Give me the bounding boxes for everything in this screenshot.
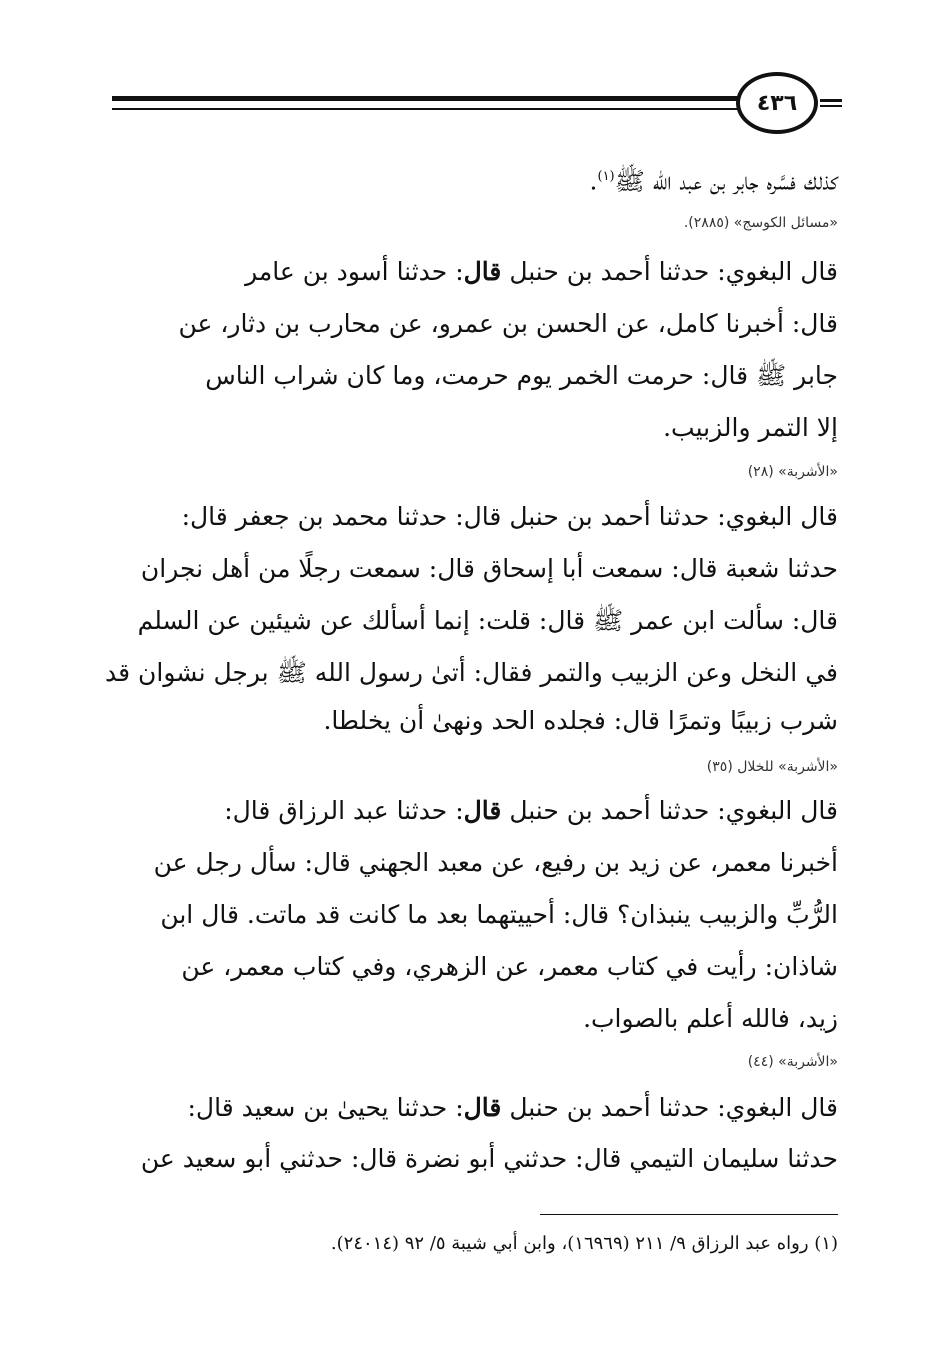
source-citation-3: «الأشربة» للخلال (٣٥) xyxy=(706,759,838,775)
para1-line4: إلا التمر والزبيب. xyxy=(663,413,838,442)
para3-line5: زيد، فالله أعلم بالصواب. xyxy=(583,1004,838,1033)
para1-line3: جابر ﷺ قال: حرمت الخمر يوم حرمت، وما كان شراب الناس xyxy=(205,361,838,390)
para1-line2: قال: أخبرنا كامل، عن الحسن بن عمرو، عن محارب بن دثار، عن xyxy=(178,309,838,338)
source-citation-4: «الأشربة» (٤٤) xyxy=(747,1054,838,1070)
header-rule-end xyxy=(820,99,842,107)
para3-line3: الرُّبِّ والزبيب ينبذان؟ قال: أحييتهما بعد ما كانت قد ماتت. قال ابن xyxy=(160,900,838,929)
opening-line: كذلك فسَّره جابر بن عبد الله ﷺ$^{(١)}$. xyxy=(589,166,838,196)
para2-line2: حدثنا شعبة قال: سمعت أبا إسحاق قال: سمعت رجلًا من أهل نجران xyxy=(140,554,838,583)
footnote-rule xyxy=(540,1214,838,1215)
para3-line4: شاذان: رأيت في كتاب معمر، عن الزهري، وفي كتاب معمر، عن xyxy=(181,952,838,981)
para1-line1: قال البغوي: حدثنا أحمد بن حنبل قال: حدثنا أسود بن عامر xyxy=(245,257,838,286)
footnote-marker: (١) xyxy=(597,169,615,184)
source-citation-2: «الأشربة» (٢٨) xyxy=(747,464,838,480)
source-citation-1: «مسائل الكوسج» (٢٨٨٥). xyxy=(683,215,838,231)
para2-line1: قال البغوي: حدثنا أحمد بن حنبل قال: حدثنا محمد بن جعفر قال: xyxy=(181,502,838,531)
para3-line2: أخبرنا معمر، عن زيد بن رفيع، عن معبد الجهني قال: سأل رجل عن xyxy=(153,848,838,877)
para4-line1: قال البغوي: حدثنا أحمد بن حنبل قال: حدثنا يحيىٰ بن سعيد قال: xyxy=(187,1093,838,1122)
para2-line3: قال: سألت ابن عمر ﷺ قال: قلت: إنما أسألك عن شيئين عن السلم xyxy=(137,606,838,635)
para3-line1: قال البغوي: حدثنا أحمد بن حنبل قال: حدثنا عبد الرزاق قال: xyxy=(224,796,838,825)
para2-line5: شرب زبيبًا وتمرًا قال: فجلده الحد ونهىٰ أن يخلطا. xyxy=(323,706,838,735)
para4-line2: حدثنا سليمان التيمي قال: حدثني أبو نضرة قال: حدثني أبو سعيد عن xyxy=(140,1144,838,1173)
header-rule xyxy=(112,96,737,110)
para2-line4: في النخل وعن الزبيب والتمر فقال: أتىٰ رسول الله ﷺ برجل نشوان قد xyxy=(105,658,838,687)
page-number: ٤٣٦ xyxy=(736,72,818,134)
footnote: (١) رواه عبد الرزاق ٩/ ٢١١ (١٦٩٦٩)، وابن أبي شيبة ٥/ ٩٢ (٢٤٠١٤). xyxy=(330,1233,838,1254)
